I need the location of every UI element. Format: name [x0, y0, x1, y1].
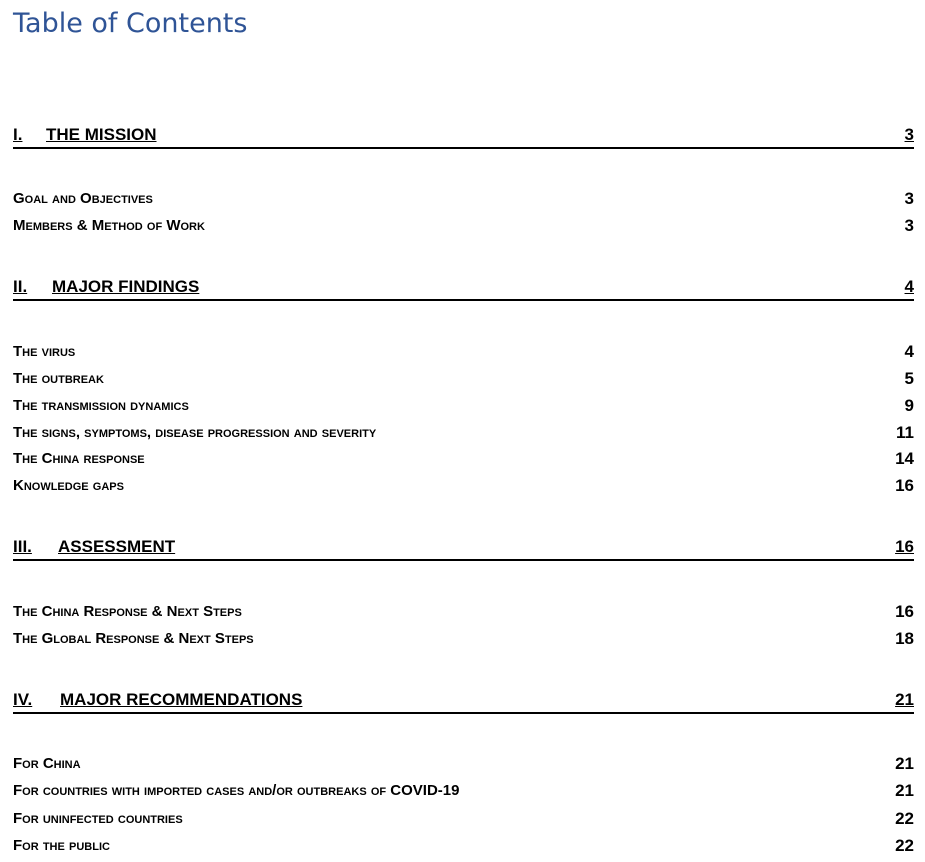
toc-entry-label: For uninfected countries [13, 810, 183, 827]
toc-entry-page: 21 [895, 781, 914, 800]
section-page-number: 16 [895, 537, 914, 556]
toc-entry[interactable] [13, 448, 914, 470]
toc-entry-page: 22 [895, 809, 914, 828]
toc-entry[interactable] [13, 780, 914, 802]
toc-entry-page: 9 [904, 396, 914, 415]
toc-entry-page: 16 [895, 476, 914, 495]
toc-entry[interactable] [13, 808, 914, 830]
toc-entry-label: The China Response & Next Steps [13, 603, 242, 620]
toc-entry-page: 14 [895, 449, 914, 468]
toc-section-mission[interactable] [13, 125, 914, 149]
toc-entry[interactable] [13, 368, 914, 390]
toc-entry[interactable] [13, 753, 914, 775]
toc-entry[interactable] [13, 475, 914, 497]
page-title: Table of Contents [13, 8, 248, 39]
section-page-number: 4 [904, 277, 914, 296]
toc-entry-label: The China response [13, 450, 145, 467]
toc-section-assessment[interactable] [13, 537, 914, 561]
toc-section-major-findings[interactable] [13, 277, 914, 301]
toc-entry-label: The virus [13, 343, 76, 360]
section-number: I. [13, 125, 23, 144]
toc-entry-page: 16 [895, 602, 914, 621]
section-label: ASSESSMENT [58, 537, 176, 556]
toc-section-major-recommendations[interactable] [13, 690, 914, 714]
section-label: MAJOR RECOMMENDATIONS [60, 690, 303, 709]
section-page-number: 21 [895, 690, 914, 709]
toc-entry-label: Goal and Objectives [13, 190, 153, 207]
toc-entry-label: The outbreak [13, 370, 104, 387]
toc-entry[interactable] [13, 835, 914, 857]
toc-entry-page: 18 [895, 629, 914, 648]
toc-entry-label: Members & Method of Work [13, 217, 205, 234]
toc-entry-label: The transmission dynamics [13, 397, 189, 414]
toc-entry[interactable] [13, 215, 914, 237]
toc-entry-label: The Global Response & Next Steps [13, 630, 254, 647]
toc-entry-page: 3 [904, 216, 914, 235]
toc-entry-label: For countries with imported cases and/or outbreaks of COVID-19 [13, 782, 460, 799]
toc-entry-label: For the public [13, 837, 110, 854]
toc-entry-page: 5 [904, 369, 914, 388]
section-number: II. [13, 277, 28, 296]
toc-entry[interactable] [13, 422, 914, 444]
toc-entry[interactable] [13, 395, 914, 417]
toc-entry[interactable] [13, 188, 914, 210]
section-number: IV. [13, 690, 33, 709]
toc-entry-page: 22 [895, 836, 914, 855]
toc-entry[interactable] [13, 601, 914, 623]
toc-entry-page: 11 [896, 423, 914, 442]
section-number: III. [13, 537, 32, 556]
toc-entry[interactable] [13, 628, 914, 650]
section-label: MAJOR FINDINGS [52, 277, 200, 296]
section-page-number: 3 [904, 125, 914, 144]
toc-entry-page: 3 [904, 189, 914, 208]
toc-entry[interactable] [13, 341, 914, 363]
toc-entry-page: 21 [895, 754, 914, 773]
toc-entry-label: The signs, symptoms, disease progression and severity [13, 424, 377, 441]
toc-entry-label: Knowledge gaps [13, 477, 124, 494]
toc-entry-label: For China [13, 755, 81, 772]
section-label: THE MISSION [46, 125, 157, 144]
toc-entry-page: 4 [904, 342, 914, 361]
